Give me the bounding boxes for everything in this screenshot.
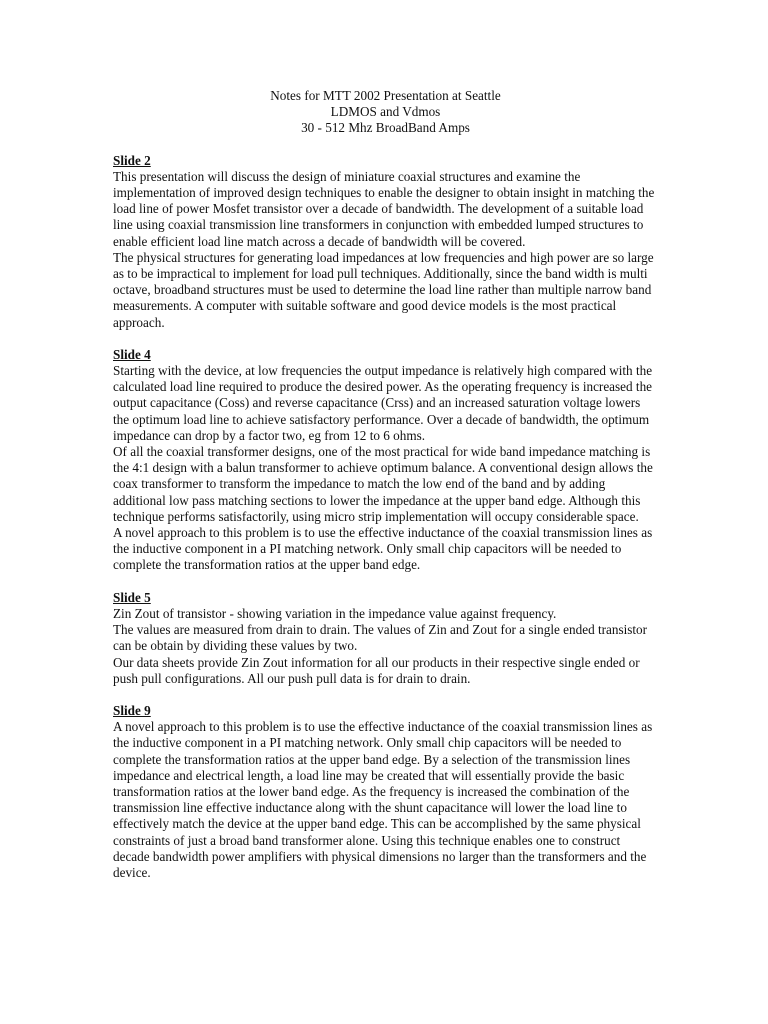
section-slide-4: [113, 347, 658, 574]
paragraph: A novel approach to this problem is to use the effective inductance of the coaxial transmission lines as the inductive component in a PI matching network. Only small chip capacitors will be needed to complete the transformation ratios at the upper band edge. By a selection of the transmission lines impedance and electrical length, a load line may be created that will essentially provide the basic transformation ratios at the lower band edge. As the frequency is increased the combination of the transmission line effective inductance along with the shunt capacitance will lower the load line to effectively match the device at the upper band edge. This can be accomplished by the same physical constraints of just a broad band transformer alone. Using this technique enables one to construct decade bandwidth power amplifiers with physical dimensions no larger than the transformers and the device.: [113, 719, 653, 880]
paragraph: A novel approach to this problem is to use the effective inductance of the coaxial transmission lines as the inductive component in a PI matching network. Only small chip capacitors will be needed to complete the transformation ratios at the upper band edge.: [113, 525, 653, 573]
section-slide-5: [113, 590, 658, 687]
section-heading: Slide 9: [113, 702, 151, 718]
paragraph: Of all the coaxial transformer designs, one of the most practical for wide band impedance matching is the 4:1 design with a balun transformer to achieve optimum balance. A conventional design allows the coax transformer to transform the impedance to match the low end of the band and by adding additional low pass matching sections to lower the impedance at the upper band edge. Although this technique performs satisfactorily, using micro strip implementation will occupy considerable space.: [113, 444, 653, 524]
title-line-1: Notes for MTT 2002 Presentation at Seattle: [270, 88, 501, 103]
paragraph: The physical structures for generating load impedances at low frequencies and high power are so large as to be impractical to implement for load pull techniques. Additionally, since the band width is multi octave, broadband structures must be used to determine the load line rather than multiple narrow band measurements. A computer with suitable software and good device models is the most practical approach.: [113, 249, 654, 330]
document-body: [113, 88, 658, 897]
section-slide-2: [113, 153, 658, 331]
paragraph: The values are measured from drain to drain. The values of Zin and Zout for a single ended transistor can be obtain by dividing these values by two.: [113, 622, 648, 654]
paragraph: Our data sheets provide Zin Zout information for all our products in their respective single ended or push pull configurations. All our push pull data is for drain to drain.: [113, 654, 640, 686]
section-heading: Slide 2: [113, 152, 151, 168]
paragraph: Starting with the device, at low frequencies the output impedance is relatively high compared with the calculated load line required to produce the desired power. As the operating frequency is increased the output capacitance (Coss) and reverse capacitance (Crss) and an increased saturation voltage lowers the optimum load line to achieve satisfactory performance. Over a decade of bandwidth, the optimum impedance can drop by a factor two, eg from 12 to 6 ohms.: [113, 363, 653, 443]
paragraph: This presentation will discuss the design of miniature coaxial structures and examine the implementation of improved design techniques to enable the designer to obtain insight in matching the load line of power Mosfet transistor over a decade of bandwidth. The development of a suitable load line using coaxial transmission line transformers in conjunction with embedded lumped structures to enable efficient load line match across a decade of bandwidth will be covered.: [113, 168, 655, 249]
title-line-2: LDMOS and Vdmos: [330, 104, 441, 120]
document-title-block: [113, 88, 658, 137]
paragraph: Zin Zout of transistor - showing variation in the impedance value against frequency.: [113, 605, 557, 621]
section-heading: Slide 4: [113, 346, 151, 362]
title-line-3: 30 - 512 Mhz BroadBand Amps: [301, 120, 470, 136]
section-heading: Slide 5: [113, 589, 151, 605]
section-slide-9: [113, 703, 658, 881]
